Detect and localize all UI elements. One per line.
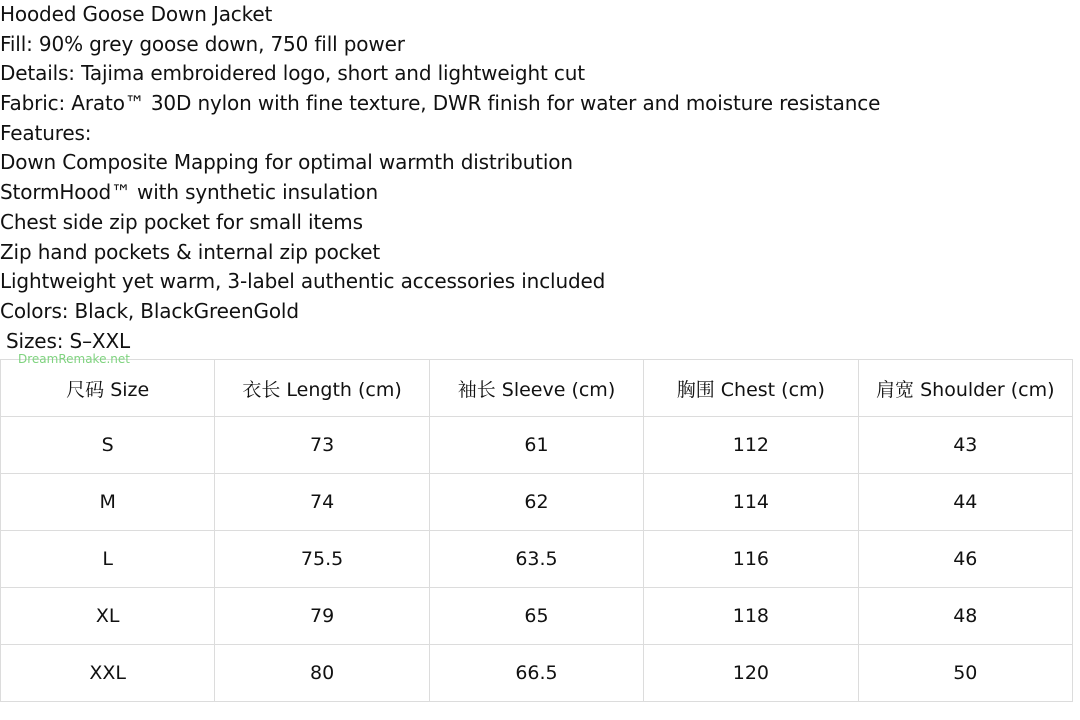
table-cell: 61 <box>429 417 643 474</box>
table-cell: 44 <box>858 474 1072 531</box>
table-cell: 63.5 <box>429 531 643 588</box>
table-cell: 43 <box>858 417 1072 474</box>
table-cell: XL <box>1 588 215 645</box>
table-cell: 46 <box>858 531 1072 588</box>
features-heading: Features: <box>0 120 92 145</box>
details-spec: Details: Tajima embroidered logo, short and lightweight cut <box>0 61 585 86</box>
table-cell: 48 <box>858 588 1072 645</box>
colors-spec: Colors: Black, BlackGreenGold <box>0 298 299 323</box>
table-cell: 75.5 <box>215 531 429 588</box>
table-cell: 118 <box>644 588 858 645</box>
table-cell: S <box>1 417 215 474</box>
table-cell: 73 <box>215 417 429 474</box>
table-row <box>1 531 1073 588</box>
feature-item: Chest side zip pocket for small items <box>0 209 363 234</box>
watermark: DreamRemake.net <box>18 352 130 366</box>
feature-item: Zip hand pockets & internal zip pocket <box>0 239 381 264</box>
size-chart-table <box>0 359 1073 702</box>
table-cell: 66.5 <box>429 645 643 702</box>
header-shoulder: 肩宽 Shoulder (cm) <box>858 360 1072 417</box>
product-title: Hooded Goose Down Jacket <box>0 2 273 26</box>
table-cell: 120 <box>644 645 858 702</box>
table-cell: 114 <box>644 474 858 531</box>
feature-item: StormHood™ with synthetic insulation <box>0 180 379 205</box>
header-size: 尺码 Size <box>1 360 215 417</box>
table-cell: 116 <box>644 531 858 588</box>
header-sleeve: 袖长 Sleeve (cm) <box>429 360 643 417</box>
table-cell: 80 <box>215 645 429 702</box>
header-chest: 胸围 Chest (cm) <box>644 360 858 417</box>
table-cell: 74 <box>215 474 429 531</box>
table-cell: XXL <box>1 645 215 702</box>
table-cell: M <box>1 474 215 531</box>
product-description <box>0 0 1080 356</box>
table-cell: 65 <box>429 588 643 645</box>
feature-item: Down Composite Mapping for optimal warmth distribution <box>0 150 573 175</box>
table-cell: L <box>1 531 215 588</box>
table-row <box>1 588 1073 645</box>
table-cell: 50 <box>858 645 1072 702</box>
sizes-spec: Sizes: S–XXL <box>6 328 131 353</box>
table-row <box>1 645 1073 702</box>
table-row <box>1 417 1073 474</box>
fill-spec: Fill: 90% grey goose down, 750 fill power <box>0 31 405 56</box>
feature-item: Lightweight yet warm, 3-label authentic accessories included <box>0 269 606 294</box>
table-cell: 62 <box>429 474 643 531</box>
table-row <box>1 474 1073 531</box>
table-header-row <box>1 360 1073 417</box>
fabric-spec: Fabric: Arato™ 30D nylon with fine texture, DWR finish for water and moisture resistance <box>0 91 881 116</box>
table-cell: 112 <box>644 417 858 474</box>
header-length: 衣长 Length (cm) <box>215 360 429 417</box>
table-cell: 79 <box>215 588 429 645</box>
